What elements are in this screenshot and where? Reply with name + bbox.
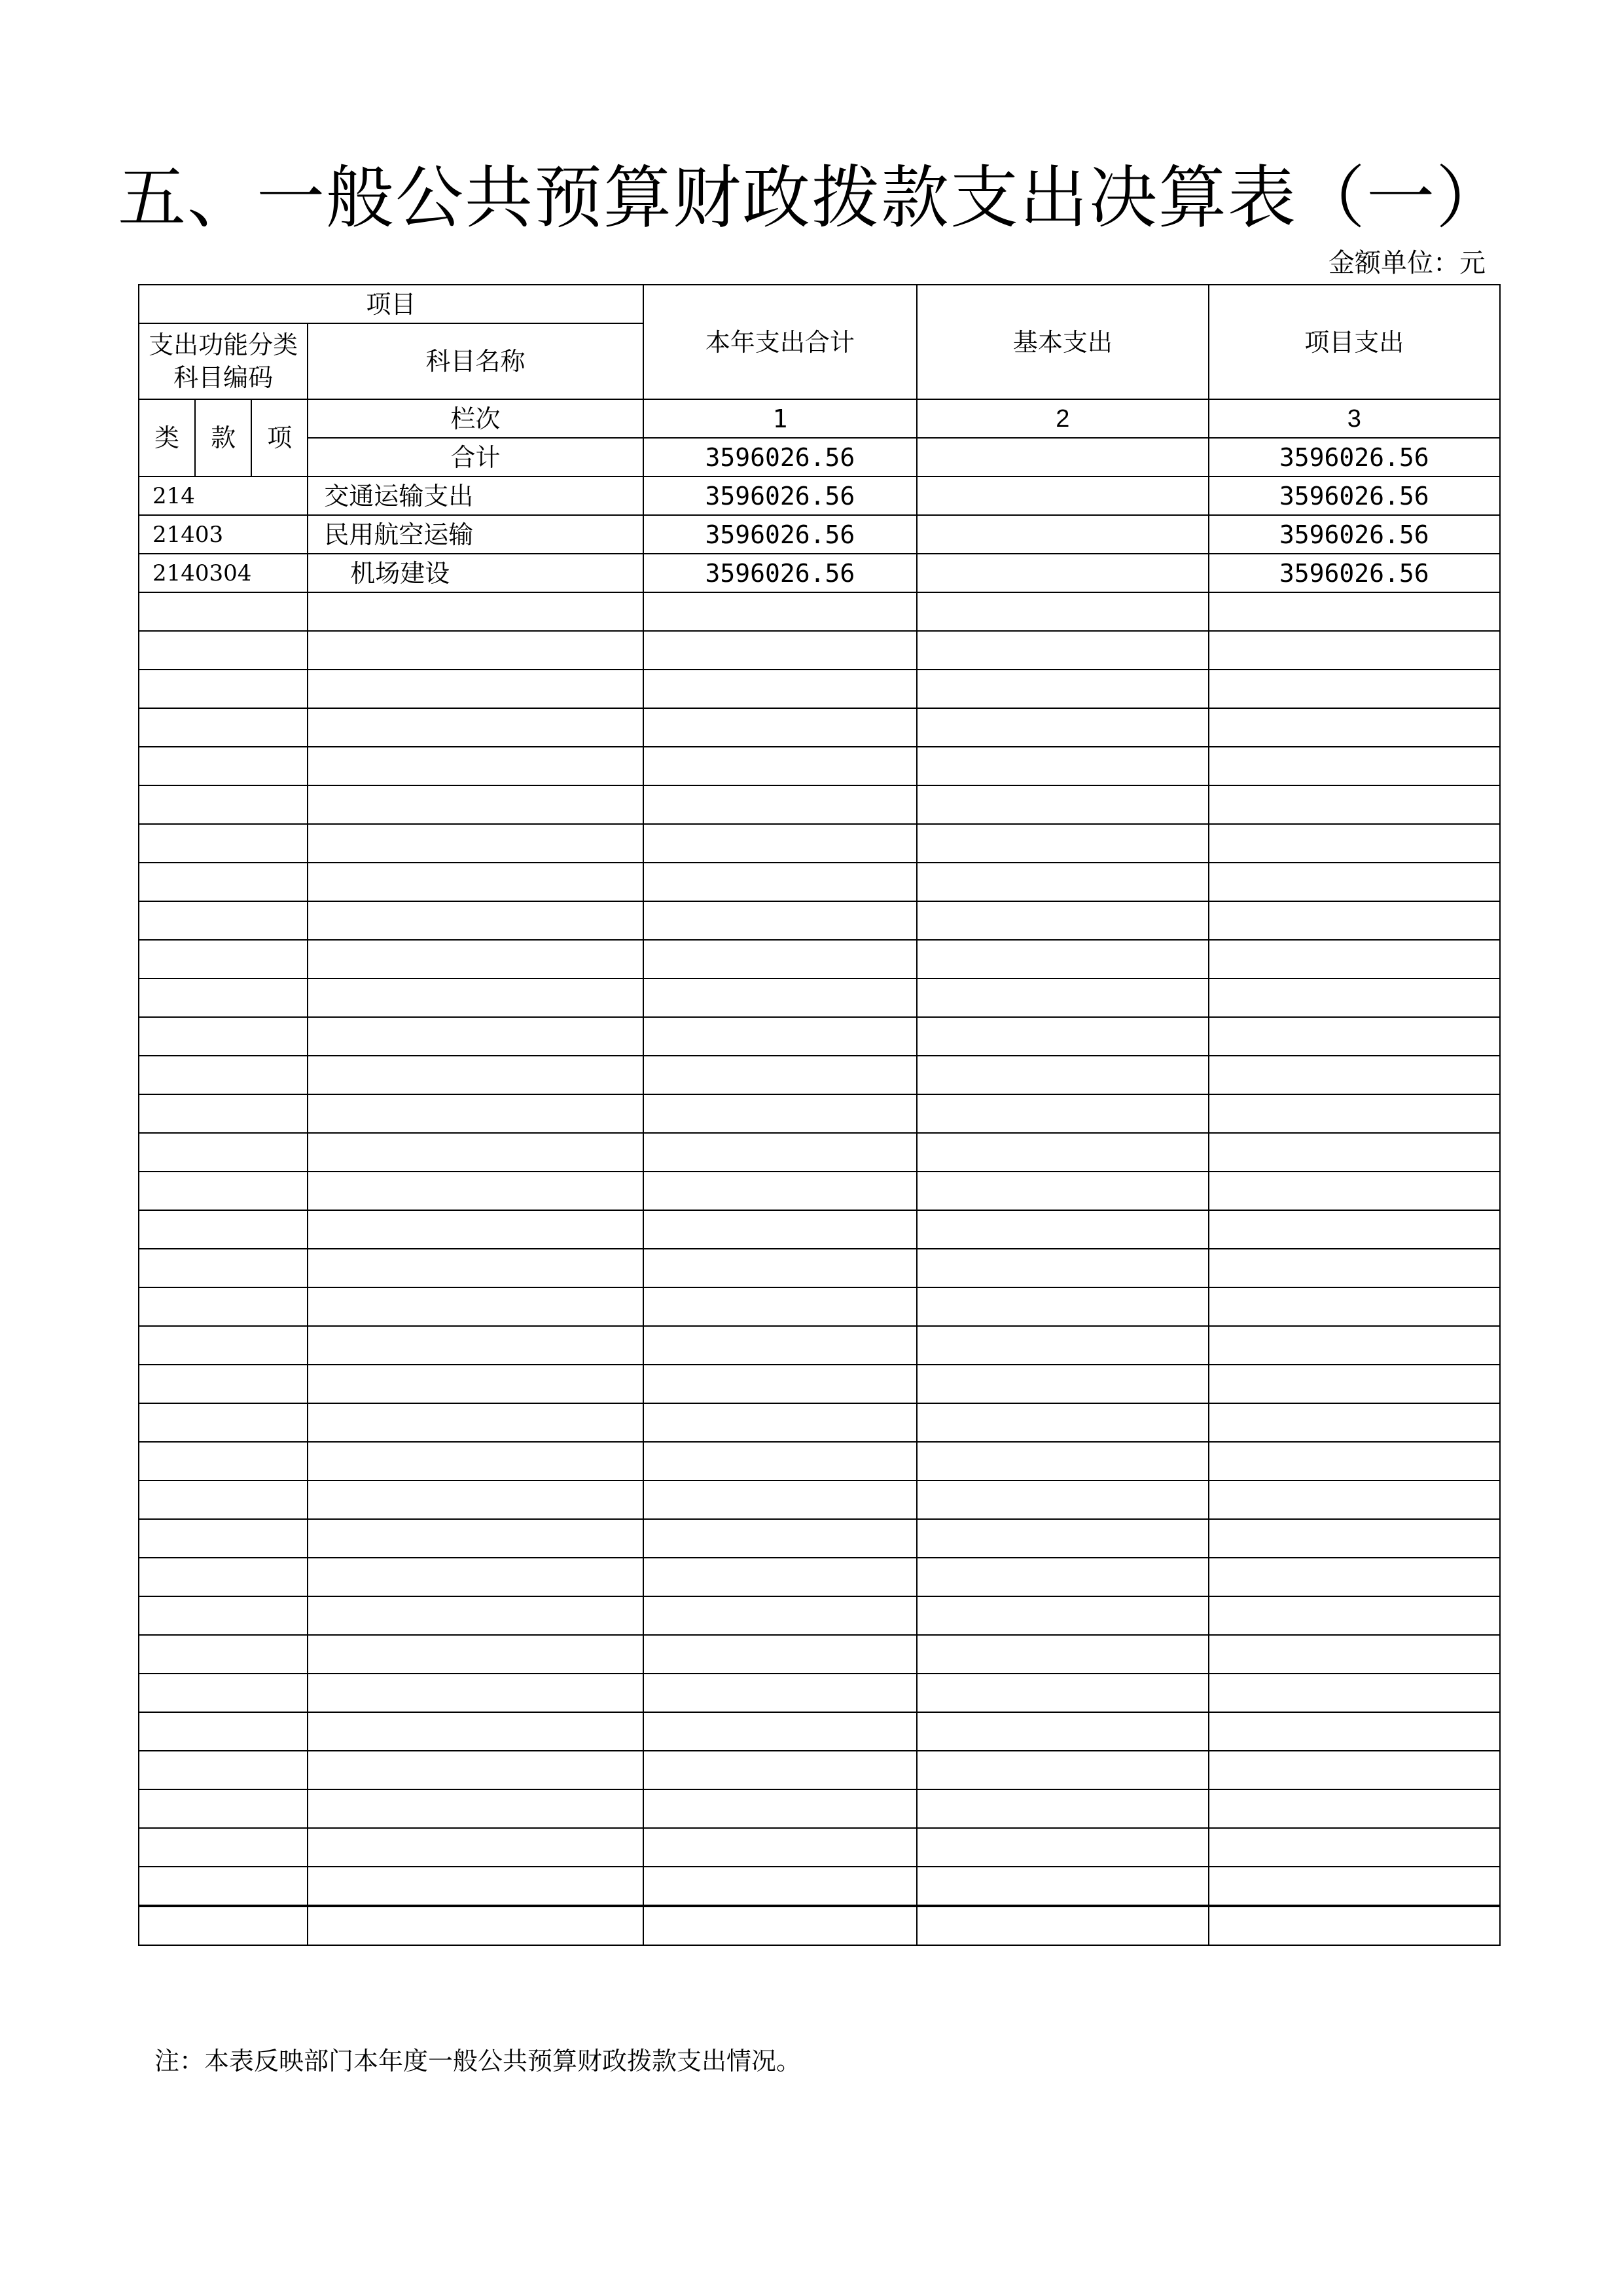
empty-cell — [139, 1056, 308, 1094]
empty-cell — [139, 1596, 308, 1635]
empty-cell — [1209, 1789, 1500, 1828]
empty-cell — [643, 1172, 917, 1210]
empty-cell — [917, 592, 1208, 631]
empty-cell — [643, 1712, 917, 1751]
empty-cell — [643, 901, 917, 940]
empty-cell — [308, 1403, 643, 1442]
empty-cell — [308, 824, 643, 863]
empty-cell — [308, 1172, 643, 1210]
empty-cell — [643, 1287, 917, 1326]
row-name: 民用航空运输 — [308, 515, 643, 554]
empty-cell — [1209, 670, 1500, 708]
empty-cell — [917, 1789, 1208, 1828]
empty-cell — [643, 592, 917, 631]
empty-cell — [643, 978, 917, 1017]
empty-cell — [139, 670, 308, 708]
empty-cell — [643, 1480, 917, 1519]
empty-row — [139, 708, 1500, 747]
empty-cell — [308, 1480, 643, 1519]
empty-cell — [917, 1558, 1208, 1596]
row-project: 3596026.56 — [1209, 515, 1500, 554]
total-row — [139, 438, 1500, 476]
unit-label: 金额单位：元 — [1329, 248, 1486, 278]
col-no-3: 3 — [1209, 399, 1500, 438]
empty-cell — [139, 1635, 308, 1674]
empty-cell — [917, 1867, 1208, 1906]
empty-cell — [1209, 1056, 1500, 1094]
empty-cell — [917, 1674, 1208, 1712]
empty-cell — [643, 1558, 917, 1596]
empty-cell — [139, 1287, 308, 1326]
empty-cell — [1209, 1596, 1500, 1635]
empty-cell — [1209, 1403, 1500, 1442]
empty-cell — [643, 1867, 917, 1906]
empty-cell — [308, 1094, 643, 1133]
empty-cell — [643, 1442, 917, 1480]
empty-cell — [139, 1133, 308, 1172]
empty-cell — [308, 1596, 643, 1635]
empty-cell — [643, 708, 917, 747]
empty-cell — [643, 1596, 917, 1635]
empty-cell — [643, 1674, 917, 1712]
empty-cell — [643, 1751, 917, 1789]
empty-cell — [308, 1674, 643, 1712]
empty-cell — [139, 1326, 308, 1365]
empty-cell — [308, 940, 643, 978]
empty-cell — [1209, 901, 1500, 940]
empty-row — [139, 1210, 1500, 1249]
empty-cell — [139, 1365, 308, 1403]
empty-cell — [308, 1789, 643, 1828]
empty-cell — [917, 1017, 1208, 1056]
empty-cell — [139, 1017, 308, 1056]
empty-cell — [139, 747, 308, 785]
empty-cell — [139, 1828, 308, 1867]
empty-row — [139, 1326, 1500, 1365]
row-code: 214 — [139, 476, 308, 515]
empty-cell — [139, 940, 308, 978]
empty-row — [139, 1828, 1500, 1867]
empty-cell — [308, 1442, 643, 1480]
empty-cell — [1209, 1210, 1500, 1249]
header-total: 本年支出合计 — [643, 285, 917, 399]
row-total: 3596026.56 — [643, 554, 917, 592]
empty-cell — [139, 1480, 308, 1519]
row-project: 3596026.56 — [1209, 554, 1500, 592]
empty-row — [139, 1365, 1500, 1403]
header-lei: 类 — [139, 399, 195, 476]
empty-cell — [308, 747, 643, 785]
row-basic — [917, 554, 1208, 592]
header-project-expense: 项目支出 — [1209, 285, 1500, 399]
empty-cell — [917, 1403, 1208, 1442]
empty-cell — [917, 747, 1208, 785]
empty-cell — [643, 785, 917, 824]
empty-cell — [139, 901, 308, 940]
empty-cell — [308, 1249, 643, 1287]
empty-row — [139, 1403, 1500, 1442]
empty-cell — [308, 1751, 643, 1789]
empty-cell — [643, 1403, 917, 1442]
empty-cell — [917, 1828, 1208, 1867]
empty-cell — [917, 631, 1208, 670]
empty-cell — [139, 631, 308, 670]
empty-cell — [643, 1828, 917, 1867]
empty-row — [139, 1867, 1500, 1906]
empty-row — [139, 1442, 1500, 1480]
empty-cell — [308, 1712, 643, 1751]
row-code: 21403 — [139, 515, 308, 554]
header-basic: 基本支出 — [917, 285, 1208, 399]
empty-cell — [643, 1365, 917, 1403]
empty-cell — [917, 1712, 1208, 1751]
empty-cell — [1209, 1249, 1500, 1287]
empty-row — [139, 863, 1500, 901]
empty-cell — [917, 901, 1208, 940]
empty-cell — [308, 1056, 643, 1094]
footnote: 注：本表反映部门本年度一般公共预算财政拨款支出情况。 — [154, 2047, 802, 2075]
empty-cell — [1209, 978, 1500, 1017]
empty-row — [139, 1480, 1500, 1519]
empty-cell — [308, 1867, 643, 1906]
empty-cell — [1209, 1365, 1500, 1403]
empty-row — [139, 1519, 1500, 1558]
empty-cell — [1209, 1558, 1500, 1596]
empty-cell — [643, 940, 917, 978]
empty-cell — [308, 592, 643, 631]
empty-cell — [917, 1442, 1208, 1480]
empty-cell — [308, 670, 643, 708]
empty-cell — [1209, 1906, 1500, 1945]
empty-cell — [917, 1249, 1208, 1287]
empty-row — [139, 824, 1500, 863]
empty-cell — [139, 1249, 308, 1287]
empty-cell — [643, 1789, 917, 1828]
empty-row — [139, 978, 1500, 1017]
empty-cell — [1209, 1172, 1500, 1210]
empty-cell — [643, 824, 917, 863]
empty-cell — [917, 708, 1208, 747]
empty-row — [139, 1674, 1500, 1712]
empty-cell — [1209, 940, 1500, 978]
row-name: 机场建设 — [308, 554, 643, 592]
empty-cell — [917, 1326, 1208, 1365]
empty-row — [139, 940, 1500, 978]
page-title: 五、一般公共预算财政拨款支出决算表（一） — [117, 158, 1505, 238]
empty-cell — [139, 1558, 308, 1596]
row-basic — [917, 515, 1208, 554]
empty-row — [139, 1094, 1500, 1133]
empty-cell — [1209, 1326, 1500, 1365]
empty-cell — [139, 1172, 308, 1210]
empty-cell — [917, 1596, 1208, 1635]
empty-cell — [1209, 1442, 1500, 1480]
table-row — [139, 515, 1500, 554]
header-subject-name: 科目名称 — [308, 323, 643, 399]
header-code-group: 支出功能分类科目编码 — [139, 323, 308, 399]
empty-cell — [308, 901, 643, 940]
empty-cell — [139, 1519, 308, 1558]
empty-cell — [1209, 1017, 1500, 1056]
empty-cell — [308, 1635, 643, 1674]
empty-cell — [917, 1210, 1208, 1249]
empty-cell — [1209, 1751, 1500, 1789]
empty-cell — [139, 1712, 308, 1751]
empty-cell — [308, 978, 643, 1017]
empty-cell — [1209, 785, 1500, 824]
empty-cell — [643, 1519, 917, 1558]
row-basic — [917, 476, 1208, 515]
table-row — [139, 476, 1500, 515]
empty-cell — [643, 1635, 917, 1674]
empty-row — [139, 1635, 1500, 1674]
empty-cell — [1209, 1519, 1500, 1558]
empty-cell — [1209, 1287, 1500, 1326]
empty-cell — [308, 1017, 643, 1056]
empty-cell — [643, 670, 917, 708]
empty-cell — [139, 1403, 308, 1442]
empty-cell — [1209, 1674, 1500, 1712]
empty-cell — [917, 978, 1208, 1017]
empty-row — [139, 1133, 1500, 1172]
empty-cell — [139, 1094, 308, 1133]
table-body — [139, 476, 1500, 1945]
empty-cell — [917, 670, 1208, 708]
empty-cell — [308, 863, 643, 901]
empty-cell — [308, 1133, 643, 1172]
empty-cell — [643, 1056, 917, 1094]
empty-cell — [139, 1210, 308, 1249]
empty-cell — [139, 863, 308, 901]
empty-cell — [1209, 1828, 1500, 1867]
empty-row — [139, 785, 1500, 824]
empty-cell — [917, 1133, 1208, 1172]
empty-row — [139, 1751, 1500, 1789]
empty-cell — [1209, 824, 1500, 863]
empty-cell — [917, 940, 1208, 978]
empty-cell — [643, 1210, 917, 1249]
empty-cell — [139, 1789, 308, 1828]
empty-cell — [1209, 863, 1500, 901]
empty-row — [139, 1789, 1500, 1828]
empty-cell — [643, 747, 917, 785]
empty-row — [139, 1558, 1500, 1596]
empty-cell — [917, 1365, 1208, 1403]
col-no-1: 1 — [643, 399, 917, 438]
empty-cell — [643, 863, 917, 901]
empty-cell — [917, 824, 1208, 863]
empty-cell — [917, 1172, 1208, 1210]
empty-cell — [139, 785, 308, 824]
empty-cell — [308, 1287, 643, 1326]
empty-cell — [1209, 631, 1500, 670]
empty-row — [139, 592, 1500, 631]
empty-cell — [308, 1326, 643, 1365]
empty-row — [139, 631, 1500, 670]
empty-cell — [308, 631, 643, 670]
empty-cell — [308, 1365, 643, 1403]
empty-cell — [1209, 747, 1500, 785]
empty-row — [139, 1712, 1500, 1751]
empty-cell — [1209, 1635, 1500, 1674]
empty-cell — [139, 1751, 308, 1789]
empty-row — [139, 1172, 1500, 1210]
empty-cell — [643, 1094, 917, 1133]
empty-cell — [917, 863, 1208, 901]
col-no-2: 2 — [917, 399, 1208, 438]
empty-cell — [643, 1326, 917, 1365]
empty-cell — [139, 1442, 308, 1480]
empty-cell — [917, 1287, 1208, 1326]
row-code: 2140304 — [139, 554, 308, 592]
empty-cell — [1209, 592, 1500, 631]
empty-row — [139, 901, 1500, 940]
empty-cell — [1209, 708, 1500, 747]
row-total: 3596026.56 — [643, 515, 917, 554]
empty-cell — [139, 708, 308, 747]
empty-cell — [308, 1828, 643, 1867]
header-project: 项目 — [139, 285, 643, 323]
empty-cell — [308, 1519, 643, 1558]
empty-row — [139, 1906, 1500, 1945]
empty-cell — [917, 1094, 1208, 1133]
table-header — [139, 285, 1500, 476]
row-name: 交通运输支出 — [308, 476, 643, 515]
empty-cell — [1209, 1712, 1500, 1751]
empty-cell — [917, 1519, 1208, 1558]
empty-cell — [308, 1906, 643, 1945]
empty-cell — [643, 631, 917, 670]
empty-cell — [139, 978, 308, 1017]
empty-cell — [643, 1017, 917, 1056]
total-amount: 3596026.56 — [643, 438, 917, 476]
empty-row — [139, 670, 1500, 708]
empty-cell — [1209, 1480, 1500, 1519]
empty-row — [139, 1287, 1500, 1326]
empty-row — [139, 1596, 1500, 1635]
empty-cell — [139, 824, 308, 863]
total-label: 合计 — [308, 438, 643, 476]
empty-cell — [917, 1480, 1208, 1519]
empty-cell — [1209, 1867, 1500, 1906]
empty-cell — [308, 1210, 643, 1249]
table-row — [139, 554, 1500, 592]
empty-cell — [1209, 1133, 1500, 1172]
total-basic — [917, 438, 1208, 476]
empty-cell — [643, 1906, 917, 1945]
empty-cell — [308, 1558, 643, 1596]
empty-cell — [917, 1751, 1208, 1789]
empty-cell — [308, 785, 643, 824]
empty-cell — [643, 1133, 917, 1172]
empty-cell — [139, 1674, 308, 1712]
empty-cell — [139, 1906, 308, 1945]
empty-cell — [643, 1249, 917, 1287]
empty-row — [139, 1017, 1500, 1056]
empty-cell — [139, 1867, 308, 1906]
empty-cell — [917, 785, 1208, 824]
header-xiang: 项 — [251, 399, 308, 476]
empty-cell — [139, 592, 308, 631]
empty-cell — [1209, 1094, 1500, 1133]
header-lanci: 栏次 — [308, 399, 643, 438]
budget-table — [138, 284, 1501, 1946]
empty-row — [139, 1056, 1500, 1094]
row-project: 3596026.56 — [1209, 476, 1500, 515]
row-total: 3596026.56 — [643, 476, 917, 515]
empty-cell — [917, 1906, 1208, 1945]
total-project: 3596026.56 — [1209, 438, 1500, 476]
empty-row — [139, 747, 1500, 785]
empty-row — [139, 1249, 1500, 1287]
header-kuan: 款 — [195, 399, 251, 476]
empty-cell — [917, 1635, 1208, 1674]
empty-cell — [917, 1056, 1208, 1094]
empty-cell — [308, 708, 643, 747]
